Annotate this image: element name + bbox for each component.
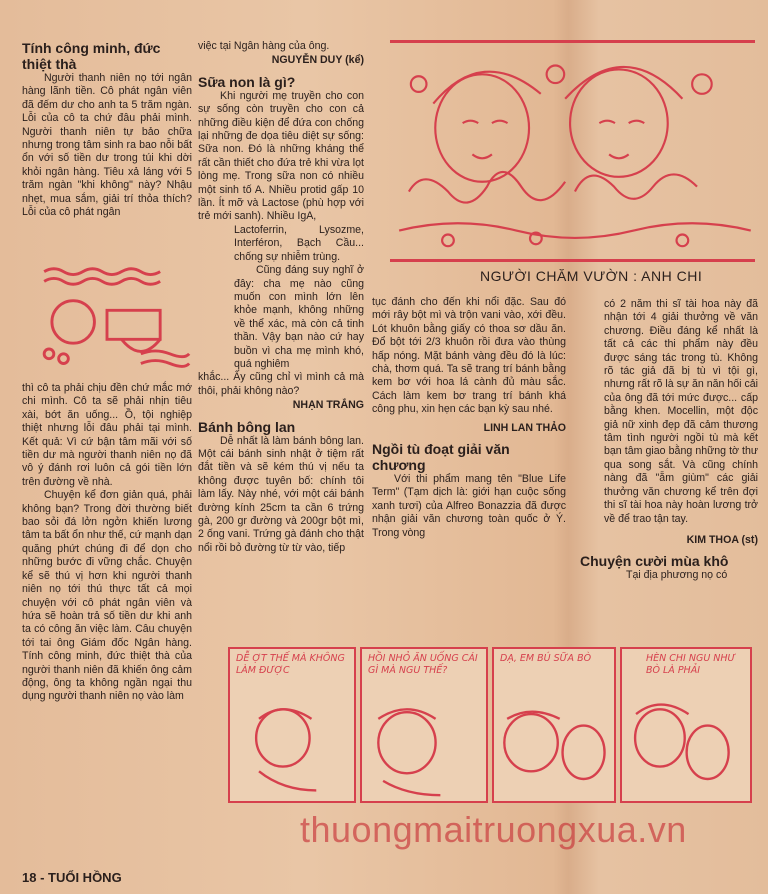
article-title-chuyen-cuoi: Chuyện cười mùa khô	[580, 553, 729, 570]
article-paragraph: Chuyện kể đơn giản quá, phải không bạn? Trong đời thường biết bao sỏi đá lởn ngởn khiến lương tâm ta bất ổn như thế, cứ mạnh dạn quăng phứt chúng đi để dọn cho những bước đi vững chắc. Chuyện kể sẽ thú vị hơn khi người thanh niên nọ tới thú thực tất cả mọi chuyện với cô phát ngân viên và hứa sẽ hoàn trả số tiền dư khi anh ta có công ăn việc làm. Câu chuyện tới tai ông Giám đốc Ngân hàng. Tính công minh, đức thiệt thà của người thanh niên đã khiến ông cảm động, ông ta không ngần ngại thu dụng người thanh niên nọ vào làm	[22, 489, 192, 703]
article-paragraph: Người thanh niên nọ tới ngân hàng lãnh tiền. Cô phát ngân viên đã đếm dư cho anh ta 5 trăm ngàn. Lỗi của cô ta chứ đâu phải mình. Người thanh niên tự bảo chữa nhưng trong tâm sinh ra bao nỗi bất ổn với số tiền dư trong túi khi dời khỏi ngân hàng. Tiêu xả láng với 5 trăm ngàn "khi không" này? Nhậu nhẹt, mua sắm, giải trí thỏa thích? Lỗi của cô phát ngân	[22, 72, 192, 219]
article-paragraph: Tại địa phương nọ có	[626, 569, 728, 582]
article-paragraph: tục đánh cho đến khi nổi đặc. Sau đó mới rây bột mì và trộn vani vào, xới đều. Lót khuôn bằng giấy có thoa sơ dầu ăn. Đổ bột tới 2/3 khuôn rồi đưa vào thùng hấp nóng. Mặt bánh vàng đều đó là lúc: chà, thơm quá. Ta sẽ trang trí bánh bằng kem bơ với hoa lá cành đủ màu sắc. Cách làm kem bơ trang trí bánh khá công phu, xin hẹn các bạn kỳ sau nhé.	[372, 296, 566, 416]
article-paragraph: Khi người mẹ truyền cho con sự sống còn truyền cho con cả những điều kiện để đứa con chống lại những đe dọa tiêu diệt sự sống: Sữa non. Đó là những kháng thể rất cần thiết cho đứa trẻ khi vừa lọt lòng mẹ. Trong sữa non có nhiều một sinh tố A. Nhiều protid gấp 10 lần. Ít mỡ và Lactose (phù hợp với trẻ mới sanh). Nhiều IgA,	[198, 89, 364, 223]
article-paragraph: có 2 năm thi sĩ tài hoa này đã nhận tới 4 giải thưởng về văn chương. Điều đáng kể nhất là tất cả các thi phẩm này đều được sáng tác trong tù. Không rõ tác giả đã bị tù vì tội gì, nhưng rất rõ là sự ăn năn hối cải của ông đã tới mức được... cấp bằng khen. Mocellin, một độc giả nữ xinh đẹp đã cảm thương tâm tình người ngồi tù mà kết bạn tâm giao bằng những tờ thư qua song sắt. Và cũng chính nàng đã "ẵm giùm" các giải thưởng văn chương kể trên đợi thi sĩ tài hoa này hoàn lương trở về để trao tận tay.	[604, 298, 758, 525]
column-3	[372, 296, 566, 540]
column-2	[198, 40, 364, 555]
header-top-rule	[390, 40, 755, 43]
comic-drawings	[228, 695, 752, 800]
header-bottom-rule	[390, 259, 755, 262]
article-title-ngoi-tu: Ngồi tù đoạt giải văn chương	[372, 441, 510, 474]
line-illustration	[22, 262, 192, 378]
article-paragraph: Với thi phẩm mang tên "Blue Life Term" (Tạm dịch là: giới hạn cuộc sống xanh tươi) của Alfreo Bonazzia đã được nhận giải văn chương toàn quốc ở Ý. Trong vòng	[372, 473, 566, 539]
article-paragraph: Lactoferrin, Lysozme, Interféron, Bạch Cầu... chống sự nhiễm trùng.	[234, 223, 364, 263]
speech-bubble: DỄ ỢT THẾ MÀ KHÔNG LÀM ĐƯỢC	[236, 653, 345, 676]
article-title-banh-bong-lan: Bánh bông lan	[198, 418, 296, 435]
author-signature: NGUYỄN DUY (kể)	[271, 54, 364, 67]
author-signature: NHẠN TRẮNG	[292, 399, 364, 412]
article-title-sua-non: Sữa non là gì?	[198, 73, 296, 90]
article-title-tinh-cong-minh: Tính công minh, đức thiệt thà	[22, 40, 161, 72]
page-footer: 18 - TUỔI HỒNG	[22, 870, 122, 885]
vuon-hong-header-illustration	[385, 45, 760, 255]
speech-bubble: DẠ, EM BÚ SỮA BÒ	[500, 653, 592, 664]
article-paragraph: thì cô ta phải chịu đền chứ mắc mớ chi mình. Cô ta sẽ phải nhịn tiêu xài, bớt ăn uống... Ồ, tội nghiệp thiệt nhưng lỗi đâu phải tại mình. Kết quả: Vì cứ bận tâm mãi với số tiền dư mà người thanh niên nọ đã vô ý đánh rơi luôn cả gói tiền lớn trên đường về nhà.	[22, 382, 192, 488]
article-paragraph: Dễ nhất là làm bánh bông lan. Một cái bánh sinh nhật ở tiệm rất đắt tiền và sẽ kém thú vị nếu ta không được tuyên bố: chính tôi làm lấy. Này nhé, với một cái bánh đường kính 25cm ta cần 6 trứng gà, 200 gr đường và 200gr bột mì, 2 ống vani. Trứng gà đánh cho thật nổi rồi bỏ đường từ từ vào, tiếp	[198, 434, 364, 554]
article-paragraph: khắc... Ấy cũng chỉ vì mình cả mà thôi, phải không nào?	[198, 371, 364, 397]
article-paragraph: Cũng đáng suy nghĩ ở đây: cha mẹ nào cũng muốn con mình lớn lên khỏe mạnh, không những về thể xác, mà còn cả tinh thần. Vậy bạn nào cứ hay buồn vì cha mẹ mình khó, quá nghiêm	[234, 264, 364, 370]
article-paragraph: việc tại Ngân hàng của ông.	[198, 40, 330, 52]
column-1	[22, 40, 192, 219]
speech-bubble: HÈN CHI NGU NHƯ BÒ LÀ PHẢI	[646, 653, 736, 676]
watermark: thuongmaitruongxua.vn	[300, 809, 687, 850]
speech-bubble: HỒI NHỎ ĂN UỐNG CÁI GÌ MÀ NGU THẾ?	[368, 653, 478, 676]
author-signature: LINH LAN THẢO	[483, 421, 566, 434]
author-signature: KIM THOA (st)	[686, 533, 758, 546]
column-4	[580, 298, 758, 583]
column-1-continued	[22, 382, 192, 704]
column-credit: NGƯỜI CHĂM VƯỜN : ANH CHI	[480, 268, 703, 284]
